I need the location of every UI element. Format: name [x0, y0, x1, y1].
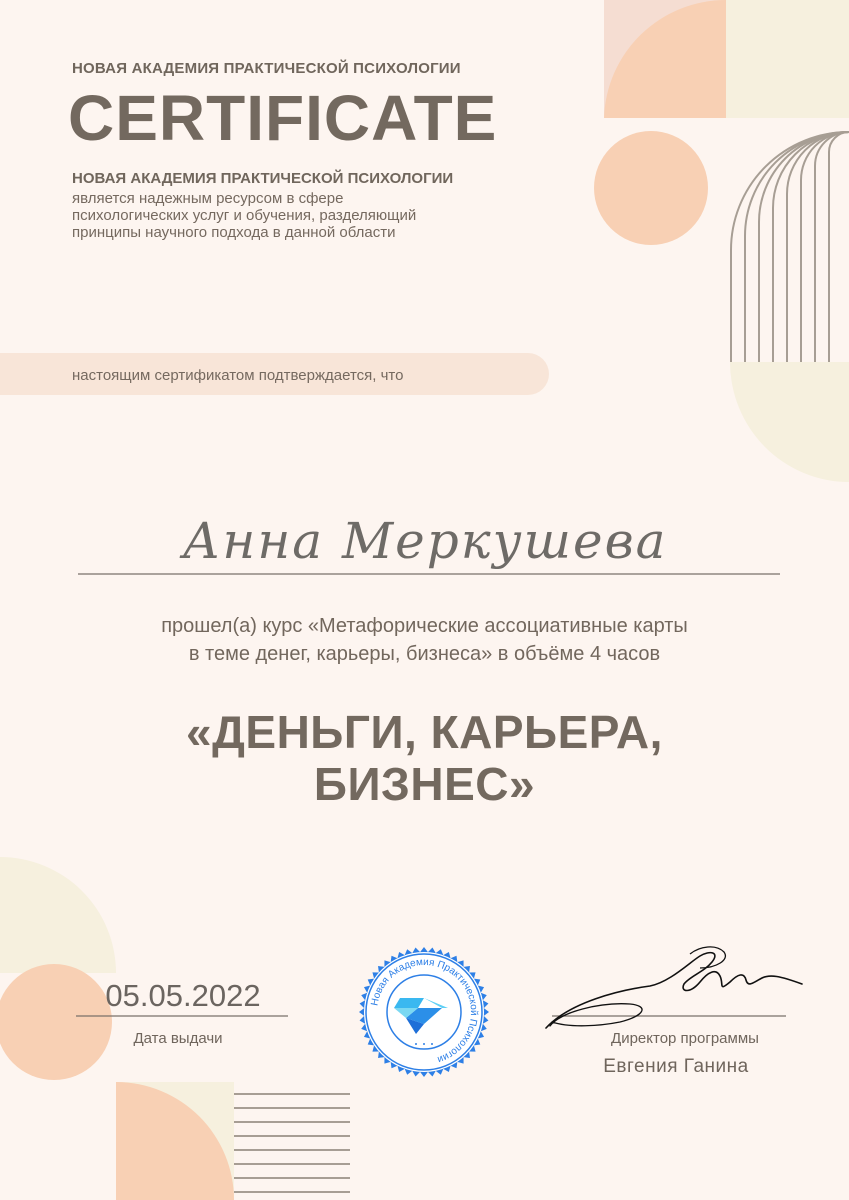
arch-line	[815, 132, 849, 362]
topic-line: БИЗНЕС»	[313, 758, 536, 810]
arch-line	[801, 132, 849, 362]
course-line: прошел(а) курс «Метафорические ассоциативные карты	[161, 615, 688, 637]
course-description	[40, 612, 809, 668]
seal-text: Новая Академия Практической Психологии	[369, 956, 480, 1065]
arch-line	[787, 132, 849, 362]
certificate-title: CERTIFICATE	[68, 82, 498, 154]
recipient-name: Анна Меркушева	[182, 512, 668, 570]
arch-line	[773, 132, 849, 362]
arch-line	[731, 132, 849, 362]
intro-line: является надежным ресурсом в сфере	[72, 190, 344, 207]
arch-line	[745, 132, 849, 362]
director-name: Евгения Ганина	[603, 1056, 749, 1077]
organization-name: НОВАЯ АКАДЕМИЯ ПРАКТИЧЕСКОЙ ПСИХОЛОГИИ	[72, 60, 461, 77]
intro-line: психологических услуг и обучения, разделяющий	[72, 207, 417, 224]
intro-organization: НОВАЯ АКАДЕМИЯ ПРАКТИЧЕСКОЙ ПСИХОЛОГИИ	[72, 170, 454, 187]
cream-quarter-bottom	[0, 857, 116, 973]
topic-line: «ДЕНЬГИ, КАРЬЕРА,	[186, 706, 663, 758]
issue-date-label: Дата выдачи	[133, 1030, 223, 1047]
peach-circle-top	[594, 131, 708, 245]
course-line: в теме денег, карьеры, бизнеса» в объёме 4 часов	[188, 643, 661, 665]
horizontal-lines	[234, 1094, 350, 1192]
intro-description	[72, 190, 512, 241]
course-topic	[40, 706, 809, 810]
cream-quarter-right	[730, 362, 849, 482]
arch-line	[829, 132, 849, 362]
confirmation-text: настоящим сертификатом подтверждается, что	[72, 367, 404, 384]
intro-line: принципы научного подхода в данной области	[72, 224, 396, 241]
director-signature	[540, 942, 810, 1038]
issue-date: 05.05.2022	[105, 978, 261, 1013]
arch-lines	[731, 132, 849, 362]
academy-seal	[358, 946, 490, 1078]
director-label: Директор программы	[611, 1030, 759, 1047]
